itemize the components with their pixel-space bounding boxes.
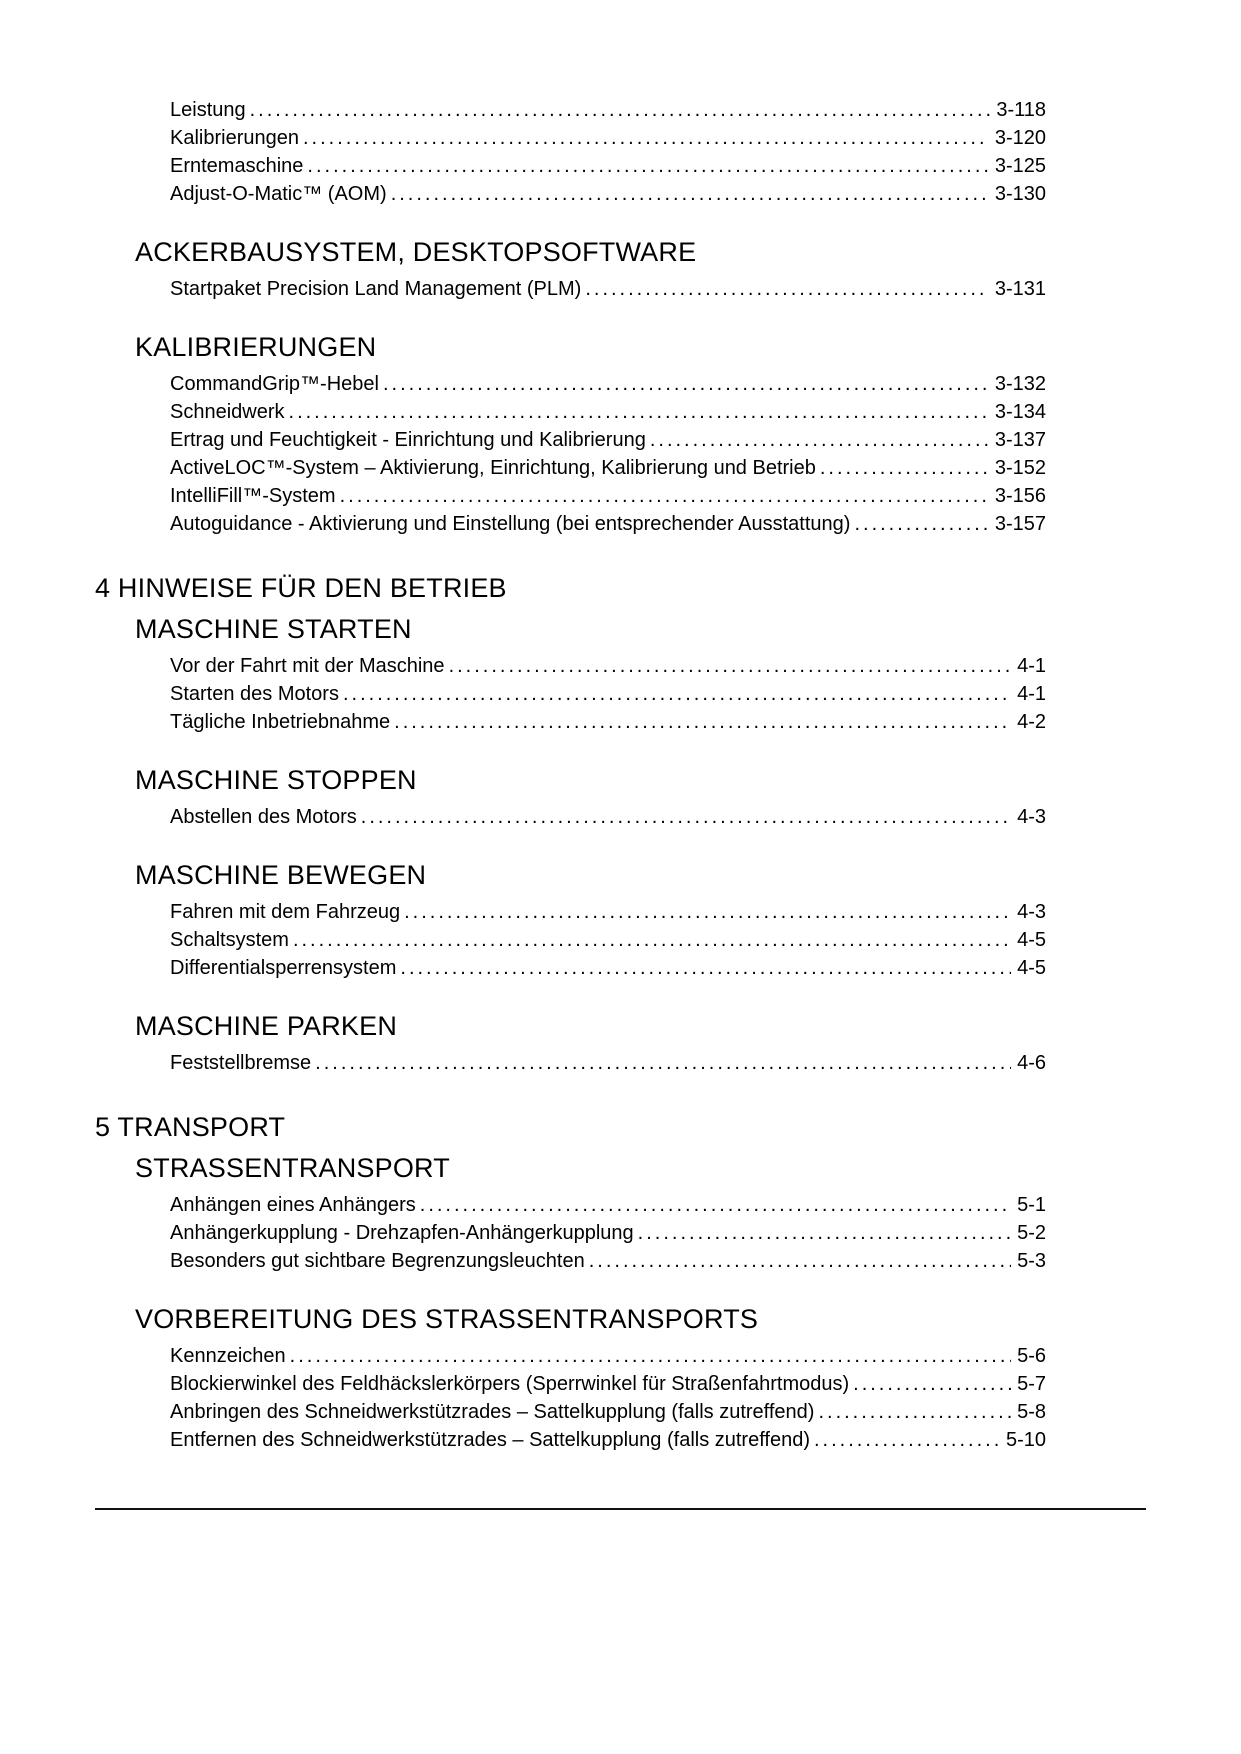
toc-entry xyxy=(170,124,1046,152)
toc-entry-title: Autoguidance - Aktivierung und Einstellung (bei entsprechender Ausstattung) xyxy=(170,513,851,535)
dot-leader xyxy=(340,482,989,510)
dot-leader xyxy=(589,1247,1011,1275)
toc-entry-page: 4-2 xyxy=(1017,711,1046,733)
toc-entry-page: 5-2 xyxy=(1017,1222,1046,1244)
toc-entry-title: Schaltsystem xyxy=(170,929,289,951)
toc-entry-page: 5-6 xyxy=(1017,1345,1046,1367)
toc-entry-title: Abstellen des Motors xyxy=(170,806,357,828)
dot-leader xyxy=(250,96,991,124)
toc-entry xyxy=(170,454,1046,482)
toc-entry xyxy=(170,652,1046,680)
toc-entry xyxy=(170,510,1046,538)
dot-leader xyxy=(307,152,988,180)
toc-entry xyxy=(170,482,1046,510)
toc-entry-page: 4-3 xyxy=(1017,901,1046,923)
dot-leader xyxy=(818,1398,1011,1426)
dot-leader xyxy=(361,803,1011,831)
toc-entry xyxy=(170,1342,1046,1370)
toc-entry-title: Kalibrierungen xyxy=(170,127,299,149)
dot-leader xyxy=(290,1342,1011,1370)
toc-entry-title: Anhängerkupplung - Drehzapfen-Anhängerkupplung xyxy=(170,1222,634,1244)
dot-leader xyxy=(303,124,989,152)
dot-leader xyxy=(853,1370,1011,1398)
toc-entry-page: 4-1 xyxy=(1017,683,1046,705)
footer-divider xyxy=(95,1508,1146,1510)
toc-entry-page: 3-132 xyxy=(994,373,1046,395)
dot-leader xyxy=(420,1191,1011,1219)
toc-entry-page: 4-5 xyxy=(1017,929,1046,951)
toc-entry-page: 3-118 xyxy=(996,99,1046,121)
toc-entry-page: 4-5 xyxy=(1017,957,1046,979)
toc-entry-title: Starten des Motors xyxy=(170,683,339,705)
toc-entry-title: Adjust-O-Matic™ (AOM) xyxy=(170,183,387,205)
dot-leader xyxy=(585,275,989,303)
toc-entry xyxy=(170,96,1046,124)
dot-leader xyxy=(814,1426,1000,1454)
toc-section-heading: MASCHINE STARTEN xyxy=(135,614,412,644)
toc-chapter-heading: 5 TRANSPORT xyxy=(95,1112,286,1142)
toc-entry-page: 3-156 xyxy=(994,485,1046,507)
toc-entry xyxy=(170,1049,1046,1077)
toc-section-heading: ACKERBAUSYSTEM, DESKTOPSOFTWARE xyxy=(135,237,697,267)
dot-leader xyxy=(394,708,1011,736)
toc-entry xyxy=(170,370,1046,398)
toc-entry-title: Kennzeichen xyxy=(170,1345,286,1367)
toc-entry xyxy=(170,954,1046,982)
dot-leader xyxy=(404,898,1011,926)
toc-entry-title: IntelliFill™-System xyxy=(170,485,336,507)
toc-entry xyxy=(170,1370,1046,1398)
table-of-contents xyxy=(95,96,1146,1454)
toc-entry-title: CommandGrip™-Hebel xyxy=(170,373,379,395)
toc-entry-title: Vor der Fahrt mit der Maschine xyxy=(170,655,445,677)
toc-entry xyxy=(170,926,1046,954)
toc-entry-page: 5-8 xyxy=(1017,1401,1046,1423)
toc-entry-page: 5-3 xyxy=(1017,1250,1046,1272)
toc-entry xyxy=(170,152,1046,180)
toc-entry-page: 5-1 xyxy=(1017,1194,1046,1216)
toc-entry xyxy=(170,708,1046,736)
toc-section-heading: MASCHINE STOPPEN xyxy=(135,765,417,795)
dot-leader xyxy=(391,180,989,208)
toc-entry-title: ActiveLOC™-System – Aktivierung, Einrichtung, Kalibrierung und Betrieb xyxy=(170,457,816,479)
toc-entry-title: Anhängen eines Anhängers xyxy=(170,1194,416,1216)
toc-entry xyxy=(170,1398,1046,1426)
toc-entry-title: Erntemaschine xyxy=(170,155,304,177)
toc-entry xyxy=(170,1247,1046,1275)
toc-entry xyxy=(170,680,1046,708)
toc-chapter-heading: 4 HINWEISE FÜR DEN BETRIEB xyxy=(95,573,507,603)
toc-entry xyxy=(170,1219,1046,1247)
toc-entry xyxy=(170,398,1046,426)
toc-entry-page: 3-134 xyxy=(994,401,1046,423)
toc-entry-page: 3-120 xyxy=(994,127,1046,149)
toc-entry-title: Startpaket Precision Land Management (PLM) xyxy=(170,278,582,300)
toc-entry xyxy=(170,426,1046,454)
dot-leader xyxy=(400,954,1011,982)
dot-leader xyxy=(820,454,989,482)
toc-entry-page: 3-131 xyxy=(994,278,1046,300)
toc-entry-title: Ertrag und Feuchtigkeit - Einrichtung und Kalibrierung xyxy=(170,429,646,451)
dot-leader xyxy=(638,1219,1011,1247)
toc-entry-page: 5-10 xyxy=(1005,1429,1046,1451)
toc-entry-title: Besonders gut sichtbare Begrenzungsleuchten xyxy=(170,1250,585,1272)
toc-section-heading: KALIBRIERUNGEN xyxy=(135,332,377,362)
toc-entry-page: 3-137 xyxy=(994,429,1046,451)
toc-entry xyxy=(170,1191,1046,1219)
dot-leader xyxy=(315,1049,1011,1077)
toc-entry-page: 3-157 xyxy=(994,513,1046,535)
toc-entry-page: 4-6 xyxy=(1017,1052,1046,1074)
toc-entry-title: Feststellbremse xyxy=(170,1052,312,1074)
toc-entry-title: Fahren mit dem Fahrzeug xyxy=(170,901,401,923)
toc-entry-title: Anbringen des Schneidwerkstützrades – Sattelkupplung (falls zutreffend) xyxy=(170,1401,815,1423)
toc-section-heading: STRASSENTRANSPORT xyxy=(135,1153,450,1183)
toc-entry-title: Leistung xyxy=(170,99,246,121)
toc-entry-title: Tägliche Inbetriebnahme xyxy=(170,711,391,733)
toc-entry-page: 3-152 xyxy=(994,457,1046,479)
dot-leader xyxy=(449,652,1012,680)
dot-leader xyxy=(293,926,1011,954)
toc-entry-title: Blockierwinkel des Feldhäckslerkörpers (Sperrwinkel für Straßenfahrtmodus) xyxy=(170,1373,850,1395)
toc-section-heading: MASCHINE BEWEGEN xyxy=(135,860,427,890)
toc-entry-page: 3-130 xyxy=(994,183,1046,205)
toc-entry-title: Entfernen des Schneidwerkstützrades – Sattelkupplung (falls zutreffend) xyxy=(170,1429,810,1451)
dot-leader xyxy=(343,680,1011,708)
toc-entry-page: 5-7 xyxy=(1017,1373,1046,1395)
toc-entry-page: 4-3 xyxy=(1017,806,1046,828)
toc-entry xyxy=(170,1426,1046,1454)
toc-entry-page: 3-125 xyxy=(994,155,1046,177)
dot-leader xyxy=(650,426,989,454)
dot-leader xyxy=(854,510,988,538)
toc-section-heading: MASCHINE PARKEN xyxy=(135,1011,398,1041)
toc-entry xyxy=(170,275,1046,303)
toc-entry xyxy=(170,180,1046,208)
toc-entry xyxy=(170,898,1046,926)
dot-leader xyxy=(383,370,989,398)
dot-leader xyxy=(289,398,989,426)
toc-entry-title: Schneidwerk xyxy=(170,401,285,423)
toc-section-heading: VORBEREITUNG DES STRASSENTRANSPORTS xyxy=(135,1304,759,1334)
toc-entry xyxy=(170,803,1046,831)
toc-entry-title: Differentialsperrensystem xyxy=(170,957,397,979)
toc-entry-page: 4-1 xyxy=(1017,655,1046,677)
